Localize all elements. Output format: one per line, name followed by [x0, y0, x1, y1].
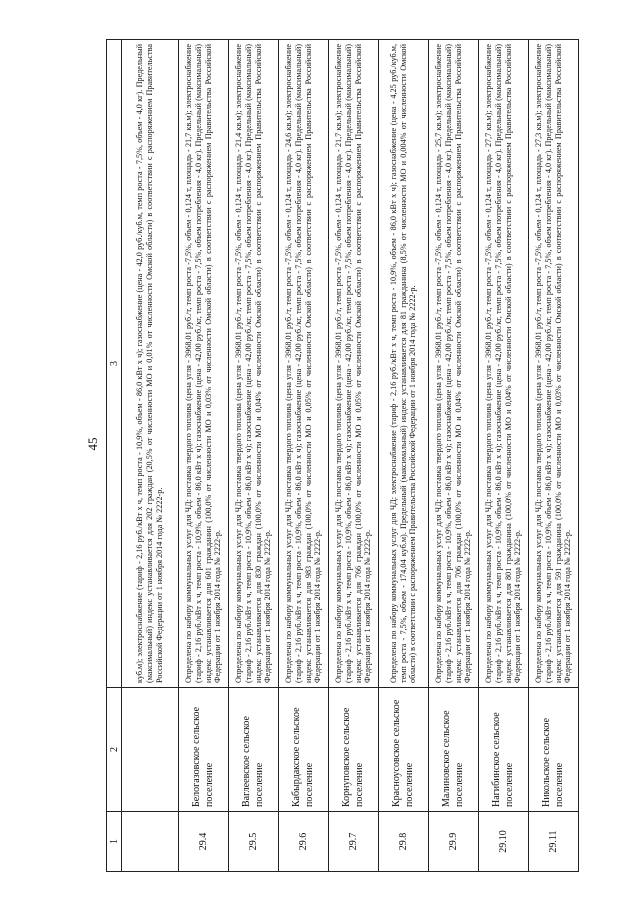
row-number-cell: 29.5 — [229, 812, 279, 872]
table-row — [429, 40, 479, 872]
description-cell: Определена по набору коммунальных услуг для ЧД: поставка твердого топлива (цена угля - 3968,01 руб./т, темп роста -7,5%, объем - 0,124 т, площадь - 21,7 кв.м); электроснабжение (тариф - 2,16 руб./кВт х ч, темп роста - 10,9%, объем - 86,0 кВт х ч); газоснабжение (цена - 42,00 руб./кг, темп роста - 7,5%, объем потребления - 4,0 кг). Предельный (максимальный) индекс устанавливается для 766 граждан (100,0% от численности МО и 0,05% от численности Омской области) в соответствии с распоряжением Правительства Российской Федерации от 1 ноября 2014 года № 2222-р. — [329, 40, 379, 688]
municipality-cell: Нагибинское сельское поселение — [479, 688, 529, 812]
municipality-cell: Белогазовское сельское поселение — [179, 688, 229, 812]
municipality-cell: Малиновское сельское поселение — [429, 688, 479, 812]
table-row — [229, 40, 279, 872]
column-header-3: 3 — [107, 40, 122, 688]
index-table — [106, 39, 579, 872]
municipality-cell: Красноусовское сельское поселение — [379, 688, 429, 812]
row-number-cell: 29.10 — [479, 812, 529, 872]
municipality-cell: Кабырдакское сельское поселение — [279, 688, 329, 812]
description-cell: куб.м); электроснабжение (тариф - 2,16 руб./кВт х ч, темп роста - 10,9%, объем - 86,0 кВт х ч); газоснабжение (цена - 42,0 руб./куб.м, темп роста - 7,5%, объем - 4,0 кг). Предельный (максимальный) индекс устанавливается для 202 граждан (20,5% от численности МО и 0,01% от численности Омской области) в соответствии с распоряжением Правительства Российской Федерации от 1 ноября 2014 года № 2222-р. — [122, 40, 179, 688]
row-number-cell: 29.4 — [179, 812, 229, 872]
table-row — [379, 40, 429, 872]
table-row — [479, 40, 529, 872]
municipality-cell: Никольское сельское поселение — [529, 688, 579, 812]
row-number-cell: 29.11 — [529, 812, 579, 872]
table-row — [179, 40, 229, 872]
municipality-cell: Корнуповское сельское поселение — [329, 688, 379, 812]
table-header-row — [107, 40, 122, 872]
description-cell: Определена по набору коммунальных услуг для ЧД: поставка твердого топлива (цена угля - 3968,01 руб./т, темп роста -7,5%, объем - 0,124 т, площадь - 21,7 кв.м); электроснабжение (тариф - 2,16 руб./кВт х ч, темп роста - 10,9%, объем - 86,0 кВт х ч); газоснабжение (цена - 42,00 руб./кг, темп роста - 7,5%, объем потребления - 4,0 кг). Предельный (максимальный) индекс устанавливается для 601 гражданин (100,0% от численности МО и 0,03% от численности Омской области) в соответствии с распоряжением Правительства Российской Федерации от 1 ноября 2014 года № 2222-р. — [179, 40, 229, 688]
description-cell: Определена по набору коммунальных услуг для ЧД: поставка твердого топлива (цена угля - 3968,01 руб./т, темп роста -7,5%, объем - 0,124 т, площадь - 27,7 кв.м); электроснабжение (тариф - 2,16 руб./кВт х ч, темп роста - 10,9%, объем - 86,0 кВт х ч); газоснабжение (цена - 42,00 руб./кг, темп роста - 7,5%, объем потребления - 4,0 кг). Предельный (максимальный) индекс устанавливается для 801 гражданина (100,0% от численности МО и 0,04% от численности Омской области) в соответствии с распоряжением Правительства Российской Федерации от 1 ноября 2014 года № 2222-р. — [479, 40, 529, 688]
row-number-cell: 29.9 — [429, 812, 479, 872]
description-cell: Определена по набору коммунальных услуг для ЧД: поставка твердого топлива (цена угля - 3968,01 руб./т, темп роста -7,5%, объем - 0,124 т, площадь - 27,3 кв.м); электроснабжение (тариф - 2,16 руб./кВт х ч, темп роста - 10,9%, объем - 86,0 кВт х ч); газоснабжение (цена - 42,00 руб./кг, темп роста - 7,5%, объем потребления - 4,0 кг). Предельный (максимальный) индекс устанавливается для 591 гражданина (100,0% от численности МО и 0,03% от численности Омской области) в соответствии с распоряжением Правительства Российской Федерации от 1 ноября 2014 года № 2222-р. — [529, 40, 579, 688]
table-row — [279, 40, 329, 872]
column-header-2: 2 — [107, 688, 122, 812]
table-row-continuation — [122, 40, 179, 872]
row-number-cell: 29.6 — [279, 812, 329, 872]
table-row — [529, 40, 579, 872]
rotated-table-container — [106, 40, 590, 872]
municipality-cell — [122, 688, 179, 812]
row-number-cell: 29.8 — [379, 812, 429, 872]
page-number: 45 — [85, 437, 100, 451]
row-number-cell — [122, 812, 179, 872]
municipality-cell: Ваглеевское сельское поселение — [229, 688, 279, 812]
description-cell: Определена по набору коммунальных услуг для ЧД: электроснабжение (тариф - 2,16 руб./кВт х ч, темп роста - 10,9%, объем - 86,0 кВт х ч); газоснабжение (цена - 4,25 руб./куб.м, темп роста - 7,5%, объем - 174,04 куб.м). Предельный (максимальный) индекс устанавливается для 81 гражданина (8,5% от численности МО и 0,004% от численности Омской области) в соответствии с распоряжением Правительства Российской Федерации от 1 ноября 2014 года № 2222-р. — [379, 40, 429, 688]
description-cell: Определена по набору коммунальных услуг для ЧД: поставка твердого топлива (цена угля - 3968,01 руб./т, темп роста -7,5%, объем - 0,124 т, площадь - 25,7 кв.м); электроснабжение (тариф - 2,16 руб./кВт х ч, темп роста - 10,9%, объем - 86,0 кВт х ч); газоснабжение (цена - 42,00 руб./кг, темп роста - 7,5%, объем потребления - 4,0 кг). Предельный (максимальный) индекс устанавливается для 706 граждан (100,0% от численности МО и 0,04% от численности Омской области) в соответствии с распоряжением Правительства Российской Федерации от 1 ноября 2014 года № 2222-р. — [429, 40, 479, 688]
column-header-1: 1 — [107, 812, 122, 872]
description-cell: Определена по набору коммунальных услуг для ЧД: поставка твердого топлива (цена угля - 3968,01 руб./т, темп роста -7,5%, объем - 0,124 т, площадь - 24,6 кв.м); электроснабжение (тариф - 2,16 руб./кВт х ч, темп роста - 10,9%, объем - 86,0 кВт х ч); газоснабжение (цена - 42,00 руб./кг, темп роста - 7,5%, объем потребления - 4,0 кг). Предельный (максимальный) индекс устанавливается для 983 граждан (100,0% от численности МО и 0,05% от численности Омской области) в соответствии с распоряжением Правительства Российской Федерации от 1 ноября 2014 года № 2222-р. — [279, 40, 329, 688]
row-number-cell: 29.7 — [329, 812, 379, 872]
description-cell: Определена по набору коммунальных услуг для ЧД: поставка твердого топлива (цена угля - 3968,01 руб./т, темп роста -7,5%, объем - 0,124 т, площадь - 21,4 кв.м); электроснабжение (тариф - 2,16 руб./кВт х ч, темп роста - 10,9%, объем - 86,0 кВт х ч); газоснабжение (цена - 42,00 руб./кг, темп роста - 7,5%, объем потребления - 4,0 кг). Предельный (максимальный) индекс устанавливается для 830 граждан (100,0% от численности МО и 0,04% от численности Омской области) в соответствии с распоряжением Правительства Российской Федерации от 1 ноября 2014 года № 2222-р. — [229, 40, 279, 688]
table-row — [329, 40, 379, 872]
